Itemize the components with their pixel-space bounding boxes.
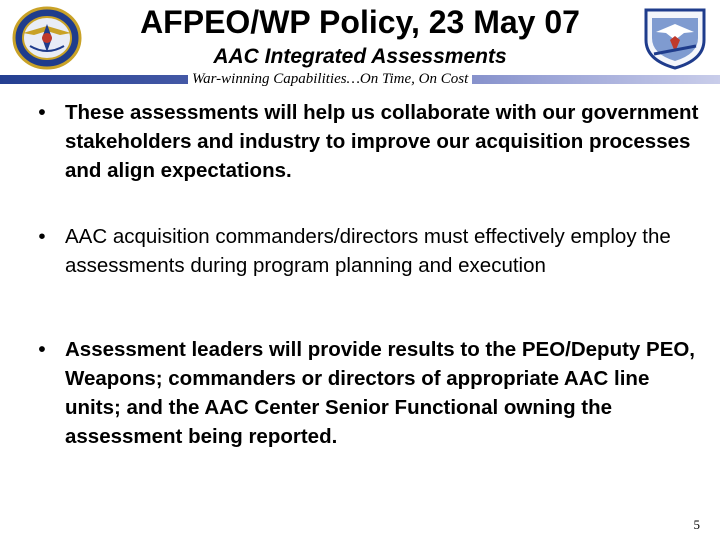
slide-subtitle: AAC Integrated Assessments bbox=[213, 45, 507, 68]
bullet-item bbox=[32, 335, 702, 451]
bullet-item bbox=[32, 98, 702, 185]
bullet-list bbox=[32, 98, 702, 451]
bullet-marker-icon: • bbox=[38, 338, 46, 361]
tagline: War-winning Capabilities…On Time, On Cost bbox=[188, 70, 472, 88]
bullet-item bbox=[32, 222, 702, 280]
bullet-text: AAC acquisition commanders/directors must effectively employ the assessments during program planning and execution bbox=[65, 225, 671, 277]
page-number: 5 bbox=[693, 517, 700, 532]
bullet-marker-icon: • bbox=[38, 101, 46, 124]
armament-center-emblem-icon bbox=[640, 6, 710, 70]
bullet-text: Assessment leaders will provide results to the PEO/Deputy PEO, Weapons; commanders or directors of appropriate AAC line units; and the AAC Center Senior Functional owning the assessment being reported. bbox=[65, 338, 696, 448]
bullet-marker-icon: • bbox=[38, 225, 46, 248]
slide-title: AFPEO/WP Policy, 23 May 07 bbox=[140, 4, 580, 40]
bullet-text: These assessments will help us collaborate with our government stakeholders and industry to improve our acquisition processes and align expectations. bbox=[65, 101, 699, 182]
